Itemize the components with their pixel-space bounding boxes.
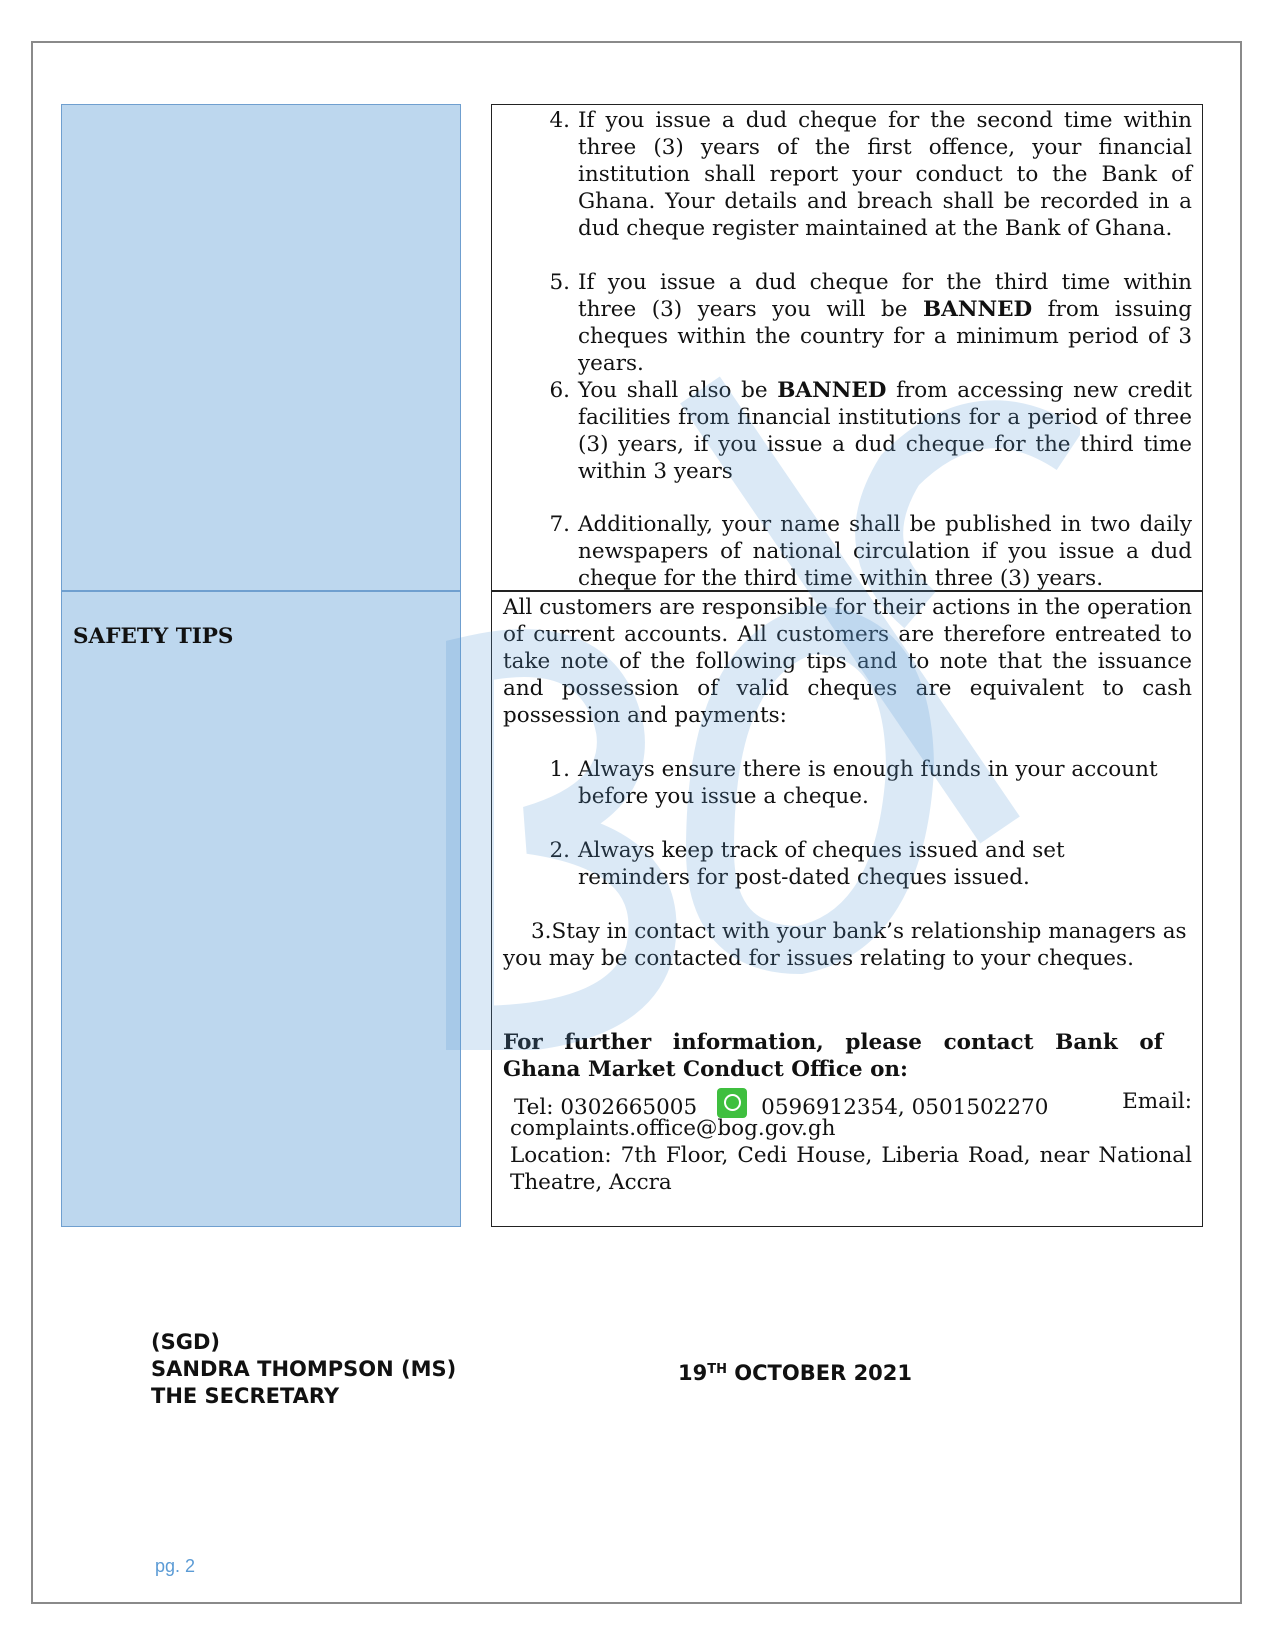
list-item — [549, 269, 1192, 377]
email-label: Email: — [1122, 1089, 1192, 1114]
list-text: Additionally, your name shall be published in two daily newspapers of national circulation if you issue a dud cheque for the third time within three (3) years. — [578, 512, 1192, 591]
safety-cell — [491, 591, 1203, 1227]
whatsapp-numbers: 0596912354, 0501502270 — [761, 1095, 1049, 1120]
list-number: 2. — [549, 838, 570, 863]
list-text: Always keep track of cheques issued and set reminders for post-dated cheques issued. — [578, 838, 1065, 890]
list-text: If you issue a dud cheque for the third time within three (3) years you will be — [578, 270, 1192, 322]
contact-location: Location: 7th Floor, Cedi House, Liberia Road, near National Theatre, Accra — [510, 1143, 1192, 1195]
safety-intro: All customers are responsible for their actions in the operation of current accounts. All customers are therefore entreated to take note of the following tips and to note that the issuance and possession of valid cheques are equivalent to cash possession and payments: — [503, 595, 1192, 728]
list-text: from issuing cheques within the country for a minimum period of 3 years. — [578, 297, 1192, 376]
safety-tips-label: SAFETY TIPS — [73, 624, 234, 649]
page-number: pg. 2 — [155, 1556, 196, 1576]
contact-email: complaints.office@bog.gov.gh — [510, 1116, 836, 1141]
list-item — [549, 756, 1192, 810]
tel-text: Tel: 0302665005 — [514, 1095, 698, 1120]
signature-sgd: (SGD) — [151, 1330, 220, 1354]
signature-block — [151, 1329, 456, 1410]
list-item — [549, 837, 1192, 891]
signatory-title: THE SECRETARY — [151, 1384, 340, 1408]
safety-label-cell — [61, 591, 461, 1227]
list-item — [549, 511, 1192, 592]
list-number: 5. — [549, 270, 570, 295]
banned-emphasis: BANNED — [777, 378, 887, 403]
list-number: 6. — [549, 378, 570, 403]
contact-heading: For further information, please contact Bank of Ghana Market Conduct Office on: — [503, 1030, 1163, 1082]
safety-tip-3: 3.Stay in contact with your bank’s relationship managers as you may be contacted for issues relating to your cheques. — [503, 919, 1187, 971]
list-number: 1. — [549, 757, 570, 782]
banned-emphasis: BANNED — [922, 297, 1033, 322]
signature-date — [678, 1356, 912, 1387]
list-text: If you issue a dud cheque for the second time within three (3) years of the first offence, your financial institution shall report your conduct to the Bank of Ghana. Your details and breach shall be recorded in a dud cheque register maintained at the Bank of Ghana. — [578, 108, 1192, 241]
list-item — [549, 377, 1192, 485]
rules-cell — [491, 104, 1203, 591]
list-text: You shall also be — [578, 378, 778, 403]
signatory-name: SANDRA THOMPSON (MS) — [151, 1357, 457, 1381]
date-suffix: TH — [707, 1362, 727, 1377]
list-item — [549, 107, 1192, 242]
date-rest: OCTOBER 2021 — [726, 1361, 913, 1385]
rules-label-cell — [61, 104, 461, 591]
list-text: from accessing new credit facilities from financial institutions for a period of three (3) years, if you issue a dud cheque for the third time within 3 years — [578, 378, 1192, 484]
whatsapp-icon — [717, 1088, 747, 1118]
list-number: 7. — [549, 512, 570, 537]
list-text: Always ensure there is enough funds in your account before you issue a cheque. — [578, 757, 1158, 809]
date-day: 19 — [678, 1361, 708, 1385]
list-number: 4. — [549, 108, 570, 133]
